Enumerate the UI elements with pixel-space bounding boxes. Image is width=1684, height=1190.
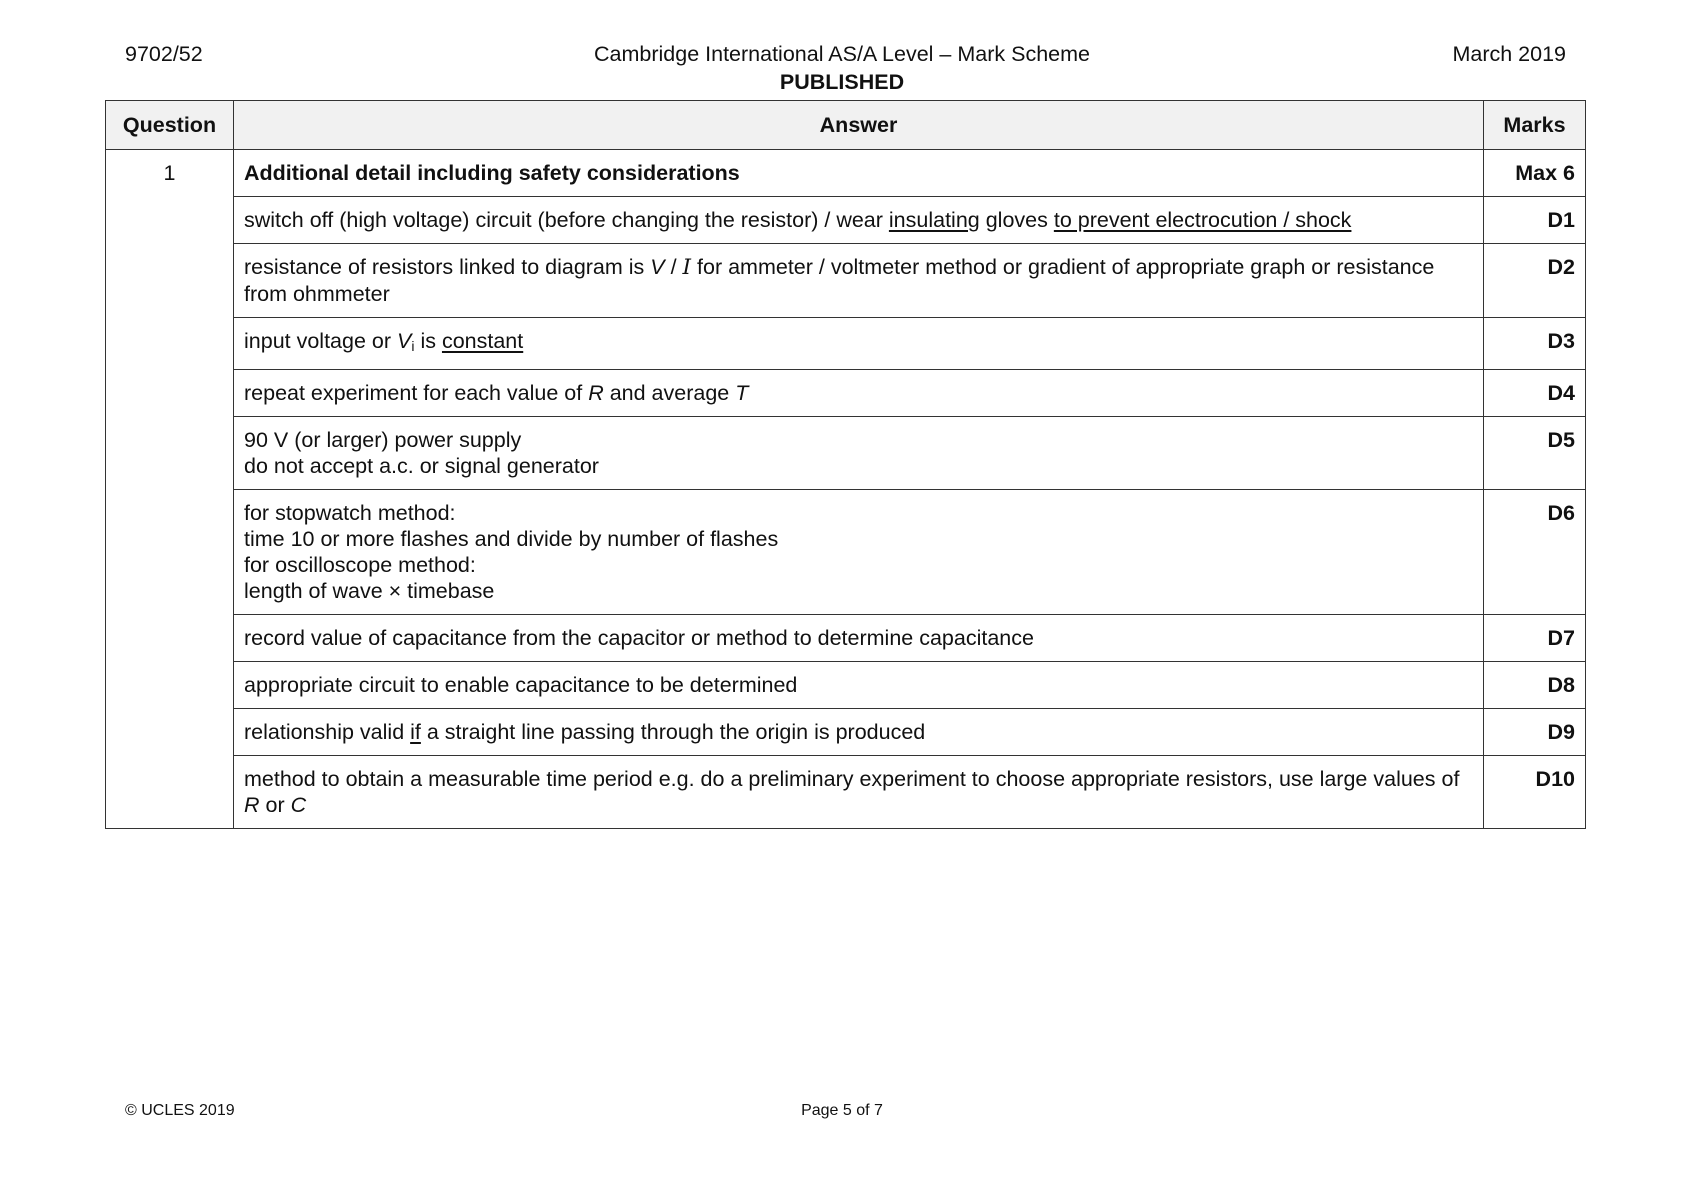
- answer-text: and average: [603, 381, 736, 405]
- answer-text: for ammeter / voltmeter method or gradient of appropriate graph or resistance from ohmmeter: [244, 255, 1435, 306]
- table-row: [106, 370, 1586, 417]
- mark-code: D8: [1484, 662, 1586, 709]
- answer-underlined-text: insulating: [888, 208, 980, 232]
- answer-text: a straight line passing through the origin is produced: [420, 720, 926, 744]
- answer-text: gloves: [979, 208, 1054, 232]
- question-number: 1: [106, 150, 234, 829]
- mark-scheme-table: [105, 100, 1586, 829]
- page-header: [0, 42, 1684, 94]
- table-row: [106, 709, 1586, 756]
- column-header-marks: Marks: [1484, 101, 1586, 150]
- symbol-r: R: [244, 793, 260, 817]
- symbol-r: R: [588, 381, 604, 405]
- mark-code: D2: [1484, 244, 1586, 318]
- symbol-c: C: [290, 793, 307, 817]
- mark-code: D10: [1484, 756, 1586, 829]
- answer-line: for oscilloscope method:: [244, 553, 476, 577]
- table-row: [106, 318, 1586, 370]
- answer-cell: [234, 244, 1484, 318]
- table-header-row: [106, 101, 1586, 150]
- answer-text: switch off (high voltage) circuit (before changing the resistor) / wear: [244, 208, 889, 232]
- answer-cell: [234, 756, 1484, 829]
- answer-line: do not accept a.c. or signal generator: [244, 454, 599, 478]
- table-row: [106, 417, 1586, 490]
- answer-text: is: [414, 329, 442, 353]
- page-number: Page 5 of 7: [801, 1102, 883, 1119]
- table-row: [106, 150, 1586, 197]
- answer-line: length of wave × timebase: [244, 579, 495, 603]
- header-center: [0, 42, 1684, 95]
- answer-underlined-text: constant: [441, 329, 524, 353]
- mark-code: D4: [1484, 370, 1586, 417]
- answer-text: or: [259, 793, 291, 817]
- status-label: PUBLISHED: [779, 70, 905, 94]
- answer-cell: [234, 318, 1484, 370]
- symbol-i: I: [682, 255, 692, 280]
- column-header-answer: Answer: [234, 101, 1484, 150]
- answer-text: repeat experiment for each value of: [244, 381, 589, 405]
- answer-cell: [234, 197, 1484, 244]
- answer-cell: [234, 709, 1484, 756]
- table-row: [106, 490, 1586, 615]
- copyright: © UCLES 2019: [125, 1102, 235, 1119]
- answer-underlined-text: if: [410, 720, 421, 744]
- answer-line: 90 V (or larger) power supply: [244, 428, 522, 452]
- section-marks: Max 6: [1484, 150, 1586, 197]
- mark-code: D6: [1484, 490, 1586, 615]
- answer-text: resistance of resistors linked to diagram is: [244, 255, 651, 279]
- answer-cell: [234, 417, 1484, 490]
- table-row: [106, 662, 1586, 709]
- table-row: [106, 244, 1586, 318]
- document-title: Cambridge International AS/A Level – Mark Scheme: [594, 42, 1090, 66]
- answer-underlined-text: to prevent electrocution / shock: [1053, 208, 1352, 232]
- mark-code: D5: [1484, 417, 1586, 490]
- answer-text: record value of capacitance from the capacitor or method to determine capacitance: [234, 615, 1484, 662]
- symbol-v: V: [397, 329, 412, 353]
- answer-text: relationship valid: [244, 720, 411, 744]
- answer-line: for stopwatch method:: [244, 501, 456, 525]
- mark-code: D7: [1484, 615, 1586, 662]
- answer-text: input voltage or: [244, 329, 397, 353]
- exam-date: March 2019: [1452, 42, 1566, 66]
- answer-cell: [234, 490, 1484, 615]
- mark-code: D3: [1484, 318, 1586, 370]
- answer-line: time 10 or more flashes and divide by number of flashes: [244, 527, 779, 551]
- mark-code: D9: [1484, 709, 1586, 756]
- column-header-question: Question: [106, 101, 234, 150]
- answer-cell: [234, 370, 1484, 417]
- symbol-subscript: i: [411, 338, 415, 354]
- section-title: Additional detail including safety considerations: [234, 150, 1484, 197]
- answer-text: appropriate circuit to enable capacitance to be determined: [234, 662, 1484, 709]
- answer-text: /: [664, 255, 683, 279]
- table-row: [106, 615, 1586, 662]
- symbol-v: V: [650, 255, 665, 279]
- symbol-t: T: [735, 381, 749, 405]
- table-row: [106, 197, 1586, 244]
- answer-text: method to obtain a measurable time period e.g. do a preliminary experiment to choose appropriate resistors, use large values of: [244, 767, 1460, 791]
- paper-code: 9702/52: [125, 42, 203, 66]
- mark-code: D1: [1484, 197, 1586, 244]
- table-row: [106, 756, 1586, 829]
